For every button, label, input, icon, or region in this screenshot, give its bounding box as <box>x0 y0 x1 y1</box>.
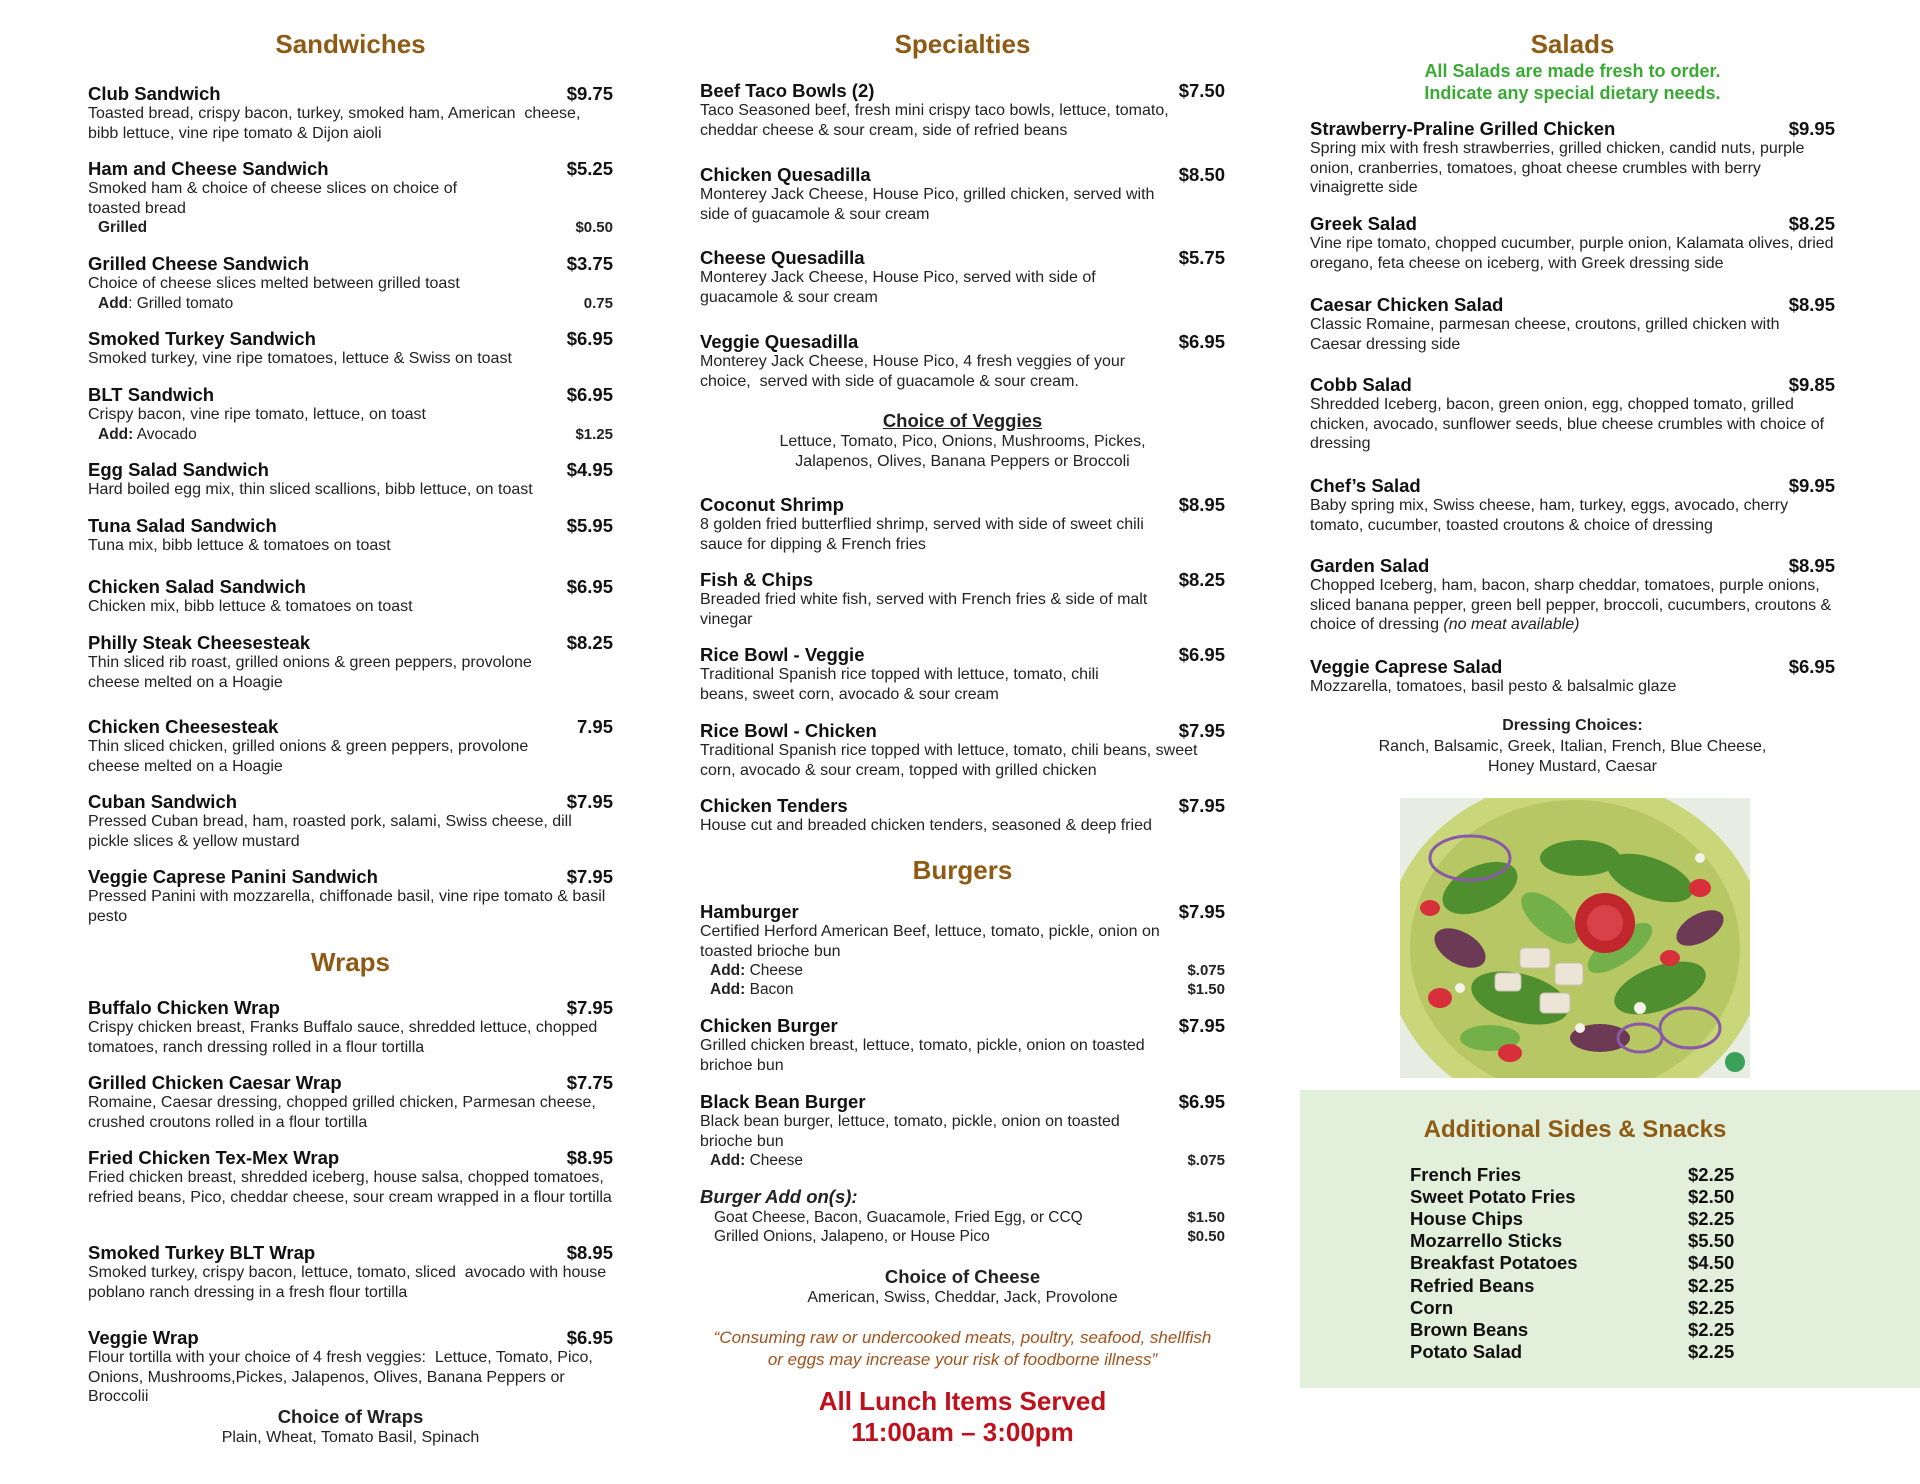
salads-note-line1: All Salads are made fresh to order. <box>1424 61 1721 81</box>
side-item <box>1410 1164 1740 1186</box>
item-description: Tuna mix, bibb lettuce & tomatoes on toast <box>88 537 391 554</box>
item-description: Taco Seasoned beef, fresh mini crispy taco bowls, lettuce, tomato, cheddar cheese & sour cream, side of refried beans <box>700 102 1169 139</box>
sandwiches-heading: Sandwiches <box>275 29 426 59</box>
item-price: $4.95 <box>566 459 613 480</box>
side-item <box>1410 1230 1740 1252</box>
addon-row <box>88 218 613 237</box>
item-price: $7.95 <box>566 997 613 1018</box>
item-price: $6.95 <box>566 1327 613 1348</box>
item-description: Thin sliced rib roast, grilled onions & green peppers, provolone cheese melted on a Hoagie <box>88 654 532 691</box>
item-name: Beef Taco Bowls (2) <box>700 80 875 101</box>
menu-item <box>88 253 613 313</box>
item-name: Grilled Cheese Sandwich <box>88 253 310 274</box>
item-price: $7.50 <box>1178 80 1225 101</box>
item-name: Grilled Chicken Caesar Wrap <box>88 1072 342 1093</box>
menu-item <box>700 331 1225 391</box>
menu-item <box>1310 374 1835 454</box>
wraps-heading: Wraps <box>311 947 390 977</box>
addon-text: : Grilled tomato <box>128 294 234 312</box>
item-description-text: Chopped Iceberg, ham, bacon, sharp cheddar, tomatoes, purple onions, sliced banana pepper, green bell pepper, broccoli, cucumbers, croutons & choice of dressing <box>1310 577 1832 633</box>
item-name: Black Bean Burger <box>700 1091 866 1112</box>
menu-item <box>88 384 613 444</box>
item-price: $6.95 <box>1178 331 1225 352</box>
item-description: Smoked ham & choice of cheese slices on choice of toasted bread <box>88 180 458 217</box>
menu-item <box>88 459 613 500</box>
side-price: $2.25 <box>1688 1341 1735 1362</box>
addon-text: Bacon <box>745 981 794 998</box>
item-price: $8.95 <box>566 1147 613 1168</box>
addon-price: 0.75 <box>583 294 613 312</box>
side-price: $4.50 <box>1688 1252 1735 1273</box>
sides-heading: Additional Sides & Snacks <box>1423 1116 1727 1143</box>
menu-item <box>700 247 1225 307</box>
item-name: Rice Bowl - Chicken <box>700 720 877 741</box>
addon-text: Grilled Onions, Jalapeno, or House Pico <box>714 1228 990 1245</box>
menu-item <box>700 80 1225 140</box>
item-name: Coconut Shrimp <box>700 494 844 515</box>
item-name: Egg Salad Sandwich <box>88 459 269 480</box>
item-price: $7.95 <box>566 791 613 812</box>
side-name: House Chips <box>1410 1208 1524 1229</box>
addon-label: Add: <box>98 425 134 443</box>
addon-price: $.075 <box>1187 962 1225 979</box>
dressing-choices-title: Dressing Choices: <box>1502 717 1643 734</box>
menu-item <box>700 901 1225 999</box>
side-item <box>1410 1297 1740 1319</box>
menu-item <box>88 997 613 1057</box>
item-description: 8 golden fried butterflied shrimp, served with side of sweet chili sauce for dipping & French fries <box>700 516 1144 553</box>
food-safety-warning: “Consuming raw or undercooked meats, poultry, seafood, shellfish or eggs may increase your risk of foodborne illness” <box>713 1328 1212 1369</box>
menu-item <box>88 158 613 237</box>
item-description: Traditional Spanish rice topped with lettuce, tomato, chili beans, sweet corn, avocado & sour cream, topped with grilled chicken <box>700 742 1198 779</box>
item-price: 7.95 <box>576 716 613 737</box>
item-price: $6.95 <box>566 576 613 597</box>
menu-item <box>88 328 613 369</box>
menu-item <box>88 716 613 776</box>
item-price: $8.25 <box>1178 569 1225 590</box>
salads-note-line2: Indicate any special dietary needs. <box>1424 83 1721 103</box>
menu-item <box>700 795 1225 836</box>
menu-item <box>1310 294 1835 354</box>
item-name: Rice Bowl - Veggie <box>700 644 865 665</box>
item-name: Garden Salad <box>1310 555 1430 576</box>
item-description: Chicken mix, bibb lettuce & tomatoes on toast <box>88 598 413 615</box>
side-name: Mozarrello Sticks <box>1410 1230 1563 1251</box>
item-description: Spring mix with fresh strawberries, grilled chicken, candid nuts, purple onion, cranberries, tomatoes, ghoat cheese crumbles with berry vinaigrette side <box>1310 140 1805 196</box>
salad-photo <box>1400 798 1750 1078</box>
item-price: $3.75 <box>566 253 613 274</box>
side-item <box>1410 1252 1740 1274</box>
side-name: Breakfast Potatoes <box>1410 1252 1578 1273</box>
item-name: Chef’s Salad <box>1310 475 1421 496</box>
addon-price: $1.25 <box>575 425 613 443</box>
item-name: Fish & Chips <box>700 569 814 590</box>
burger-addon-row <box>700 1227 1225 1246</box>
item-price: $9.75 <box>566 83 613 104</box>
item-price: $6.95 <box>1178 644 1225 665</box>
specialties-heading: Specialties <box>894 29 1031 59</box>
item-name: Veggie Caprese Salad <box>1310 656 1503 677</box>
item-description <box>1310 576 1835 635</box>
item-description: Choice of cheese slices melted between grilled toast <box>88 275 460 292</box>
item-price: $7.95 <box>1178 901 1225 922</box>
item-price: $6.95 <box>566 384 613 405</box>
item-name: Tuna Salad Sandwich <box>88 515 277 536</box>
menu-item <box>88 632 613 692</box>
item-description: Fried chicken breast, shredded iceberg, house salsa, chopped tomatoes, refried beans, Pico, cheddar cheese, sour cream wrapped in a flour tortilla <box>88 1169 612 1206</box>
menu-item <box>700 1091 1225 1170</box>
burger-addons-title: Burger Add on(s): <box>700 1186 858 1207</box>
addon-row <box>88 294 613 313</box>
item-description: Smoked turkey, crispy bacon, lettuce, tomato, sliced avocado with house poblano ranch dressing in a fresh flour tortilla <box>88 1264 607 1301</box>
side-name: French Fries <box>1410 1164 1522 1185</box>
addon-price: $.075 <box>1187 1152 1225 1169</box>
dressing-choices-line2: Honey Mustard, Caesar <box>1488 758 1657 775</box>
addon-price: $0.50 <box>575 219 613 236</box>
side-price: $2.50 <box>1688 1186 1735 1207</box>
item-name: Club Sandwich <box>88 83 221 104</box>
item-price: $8.95 <box>566 1242 613 1263</box>
item-price: $8.50 <box>1178 164 1225 185</box>
menu-item <box>1310 555 1835 635</box>
item-price: $8.95 <box>1788 294 1835 315</box>
menu-item <box>1310 213 1835 273</box>
item-name: Cobb Salad <box>1310 374 1412 395</box>
addon-label: Add: <box>710 981 746 998</box>
item-name: Chicken Cheesesteak <box>88 716 279 737</box>
lunch-hours-line1: All Lunch Items Served <box>818 1386 1107 1416</box>
item-description: Thin sliced chicken, grilled onions & green peppers, provolone cheese melted on a Hoagie <box>88 738 529 775</box>
item-price: $7.95 <box>1178 720 1225 741</box>
item-description: Flour tortilla with your choice of 4 fresh veggies: Lettuce, Tomato, Pico, Onions, Mushrooms,Pickes, Jalapenos, Olives, Banana Peppers or Broccolii <box>88 1349 593 1405</box>
item-description: Crispy chicken breast, Franks Buffalo sauce, shredded lettuce, chopped tomatoes, ranch dressing rolled in a flour tortilla <box>88 1019 598 1056</box>
addon-text: Avocado <box>133 425 197 443</box>
menu-item <box>700 494 1225 554</box>
item-name: Fried Chicken Tex-Mex Wrap <box>88 1147 340 1168</box>
menu-item <box>700 1015 1225 1075</box>
item-description: Romaine, Caesar dressing, chopped grilled chicken, Parmesan cheese, crushed croutons rolled in a flour tortilla <box>88 1094 596 1131</box>
menu-item <box>88 1242 613 1302</box>
burgers-heading: Burgers <box>912 855 1013 885</box>
menu-item <box>88 1147 613 1207</box>
choice-of-veggies-text: Lettuce, Tomato, Pico, Onions, Mushrooms, Pickes, Jalapenos, Olives, Banana Peppers or Broccoli <box>779 433 1146 470</box>
item-description-note: (no meat available) <box>1443 616 1580 633</box>
menu-item <box>1310 118 1835 198</box>
item-description: Pressed Cuban bread, ham, roasted pork, salami, Swiss cheese, dill pickle slices & yellow mustard <box>88 813 572 850</box>
item-name: Veggie Quesadilla <box>700 331 859 352</box>
choice-of-veggies-title: Choice of Veggies <box>882 410 1043 431</box>
addon-price: $0.50 <box>1187 1228 1225 1245</box>
item-price: $6.95 <box>566 328 613 349</box>
side-item <box>1410 1341 1740 1363</box>
burger-addon-row <box>700 1208 1225 1227</box>
side-item <box>1410 1275 1740 1297</box>
side-name: Sweet Potato Fries <box>1410 1186 1576 1207</box>
item-price: $7.75 <box>566 1072 613 1093</box>
addon-text: Cheese <box>745 962 804 979</box>
addon-label: Add: <box>710 1152 746 1169</box>
item-description: Crispy bacon, vine ripe tomato, lettuce, on toast <box>88 406 426 423</box>
menu-item <box>88 1072 613 1132</box>
addon-label: Add <box>98 294 129 312</box>
item-name: Veggie Caprese Panini Sandwich <box>88 866 378 887</box>
badge-icon <box>1725 1052 1745 1072</box>
menu-item <box>1310 656 1835 697</box>
item-price: $7.95 <box>1178 795 1225 816</box>
side-item <box>1410 1319 1740 1341</box>
item-name: Philly Steak Cheesesteak <box>88 632 311 653</box>
menu-item <box>1310 475 1835 535</box>
item-description: Certified Herford American Beef, lettuce, tomato, pickle, onion on toasted brioche bun <box>700 923 1160 960</box>
item-description: Shredded Iceberg, bacon, green onion, egg, chopped tomato, grilled chicken, avocado, sunflower seeds, blue cheese crumbles with choice of dressing <box>1310 396 1825 452</box>
item-description: Breaded fried white fish, served with French fries & side of malt vinegar <box>700 591 1148 628</box>
choice-of-cheese-text: American, Swiss, Cheddar, Jack, Provolone <box>807 1289 1118 1306</box>
side-name: Potato Salad <box>1410 1341 1523 1362</box>
side-name: Brown Beans <box>1410 1319 1529 1340</box>
item-price: $5.75 <box>1178 247 1225 268</box>
menu-item <box>700 569 1225 629</box>
side-item <box>1410 1186 1740 1208</box>
addon-row <box>700 980 1225 999</box>
item-price: $6.95 <box>1178 1091 1225 1112</box>
item-name: Caesar Chicken Salad <box>1310 294 1504 315</box>
side-price: $2.25 <box>1688 1275 1735 1296</box>
side-name: Corn <box>1410 1297 1454 1318</box>
item-description: Hard boiled egg mix, thin sliced scallions, bibb lettuce, on toast <box>88 481 533 498</box>
item-price: $7.95 <box>566 866 613 887</box>
item-name: Veggie Wrap <box>88 1327 199 1348</box>
addon-price: $1.50 <box>1187 1209 1225 1226</box>
item-description: Toasted bread, crispy bacon, turkey, smoked ham, American cheese, bibb lettuce, vine ripe tomato & Dijon aioli <box>88 105 581 142</box>
item-name: Chicken Burger <box>700 1015 838 1036</box>
menu-item <box>88 576 613 617</box>
item-price: $8.25 <box>566 632 613 653</box>
salads-heading: Salads <box>1530 29 1615 59</box>
item-price: $8.95 <box>1178 494 1225 515</box>
item-price: $9.95 <box>1788 118 1835 139</box>
side-price: $2.25 <box>1688 1297 1735 1318</box>
menu-item <box>700 164 1225 224</box>
addon-label: Grilled <box>98 219 148 236</box>
item-name: Buffalo Chicken Wrap <box>88 997 280 1018</box>
item-name: Smoked Turkey BLT Wrap <box>88 1242 316 1263</box>
item-price: $9.95 <box>1788 475 1835 496</box>
side-item <box>1410 1208 1740 1230</box>
item-description: Smoked turkey, vine ripe tomatoes, lettuce & Swiss on toast <box>88 350 512 367</box>
addon-row <box>700 961 1225 980</box>
item-description: Grilled chicken breast, lettuce, tomato, pickle, onion on toasted brichoe bun <box>700 1037 1145 1074</box>
item-price: $8.95 <box>1788 555 1835 576</box>
item-description: Classic Romaine, parmesan cheese, croutons, grilled chicken with Caesar dressing side <box>1310 316 1780 353</box>
item-description: Monterey Jack Cheese, House Pico, grilled chicken, served with side of guacamole & sour cream <box>700 186 1155 223</box>
choice-of-wraps-title: Choice of Wraps <box>277 1406 424 1427</box>
item-description: House cut and breaded chicken tenders, seasoned & deep fried <box>700 817 1152 834</box>
item-price: $9.85 <box>1788 374 1835 395</box>
salad-illustration <box>1400 798 1750 1078</box>
menu-item <box>700 720 1225 780</box>
item-price: $7.95 <box>1178 1015 1225 1036</box>
item-description: Traditional Spanish rice topped with lettuce, tomato, chili beans, sweet corn, avocado & sour cream <box>700 666 1099 703</box>
choice-of-cheese-title: Choice of Cheese <box>884 1266 1041 1287</box>
item-name: BLT Sandwich <box>88 384 215 405</box>
menu-item <box>88 83 613 143</box>
addon-price: $1.50 <box>1187 981 1225 998</box>
item-description: Mozzarella, tomatoes, basil pesto & balsalmic glaze <box>1310 678 1677 695</box>
item-name: Chicken Salad Sandwich <box>88 576 306 597</box>
item-price: $8.25 <box>1788 213 1835 234</box>
item-description: Monterey Jack Cheese, House Pico, served with side of guacamole & sour cream <box>700 269 1096 306</box>
item-price: $5.25 <box>566 158 613 179</box>
item-name: Cuban Sandwich <box>88 791 238 812</box>
item-name: Smoked Turkey Sandwich <box>88 328 316 349</box>
item-name: Chicken Quesadilla <box>700 164 871 185</box>
addon-text: Cheese <box>745 1152 804 1169</box>
menu-item <box>88 866 613 926</box>
item-price: $6.95 <box>1788 656 1835 677</box>
side-name: Refried Beans <box>1410 1275 1535 1296</box>
item-name: Chicken Tenders <box>700 795 848 816</box>
item-name: Hamburger <box>700 901 799 922</box>
item-name: Greek Salad <box>1310 213 1417 234</box>
addon-row <box>88 425 613 444</box>
menu-item <box>700 644 1225 704</box>
item-description: Monterey Jack Cheese, House Pico, 4 fresh veggies of your choice, served with side of guacamole & sour cream. <box>700 353 1126 390</box>
item-description: Baby spring mix, Swiss cheese, ham, turkey, eggs, avocado, cherry tomato, cucumber, toasted croutons & choice of dressing <box>1310 497 1789 534</box>
side-price: $5.50 <box>1688 1230 1735 1251</box>
sides-snacks-panel <box>1300 1090 1920 1388</box>
dressing-choices-line1: Ranch, Balsamic, Greek, Italian, French, Blue Cheese, <box>1378 738 1767 755</box>
side-price: $2.25 <box>1688 1208 1735 1229</box>
menu-item <box>88 1327 613 1407</box>
side-price: $2.25 <box>1688 1164 1735 1185</box>
addon-row <box>700 1151 1225 1170</box>
addon-label: Add: <box>710 962 746 979</box>
choice-of-wraps-text: Plain, Wheat, Tomato Basil, Spinach <box>221 1429 480 1446</box>
item-name: Strawberry-Praline Grilled Chicken <box>1310 118 1616 139</box>
addon-text: Goat Cheese, Bacon, Guacamole, Fried Egg, or CCQ <box>714 1209 1083 1226</box>
item-description: Black bean burger, lettuce, tomato, pickle, onion on toasted brioche bun <box>700 1113 1120 1150</box>
item-price: $5.95 <box>566 515 613 536</box>
side-price: $2.25 <box>1688 1319 1735 1340</box>
item-description: Vine ripe tomato, chopped cucumber, purple onion, Kalamata olives, dried oregano, feta cheese on iceberg, with Greek dressing side <box>1310 235 1834 272</box>
menu-item <box>88 515 613 556</box>
item-name: Ham and Cheese Sandwich <box>88 158 329 179</box>
item-description: Pressed Panini with mozzarella, chiffonade basil, vine ripe tomato & basil pesto <box>88 888 606 925</box>
item-name: Cheese Quesadilla <box>700 247 865 268</box>
lunch-hours-line2: 11:00am – 3:00pm <box>851 1417 1074 1447</box>
menu-item <box>88 791 613 851</box>
